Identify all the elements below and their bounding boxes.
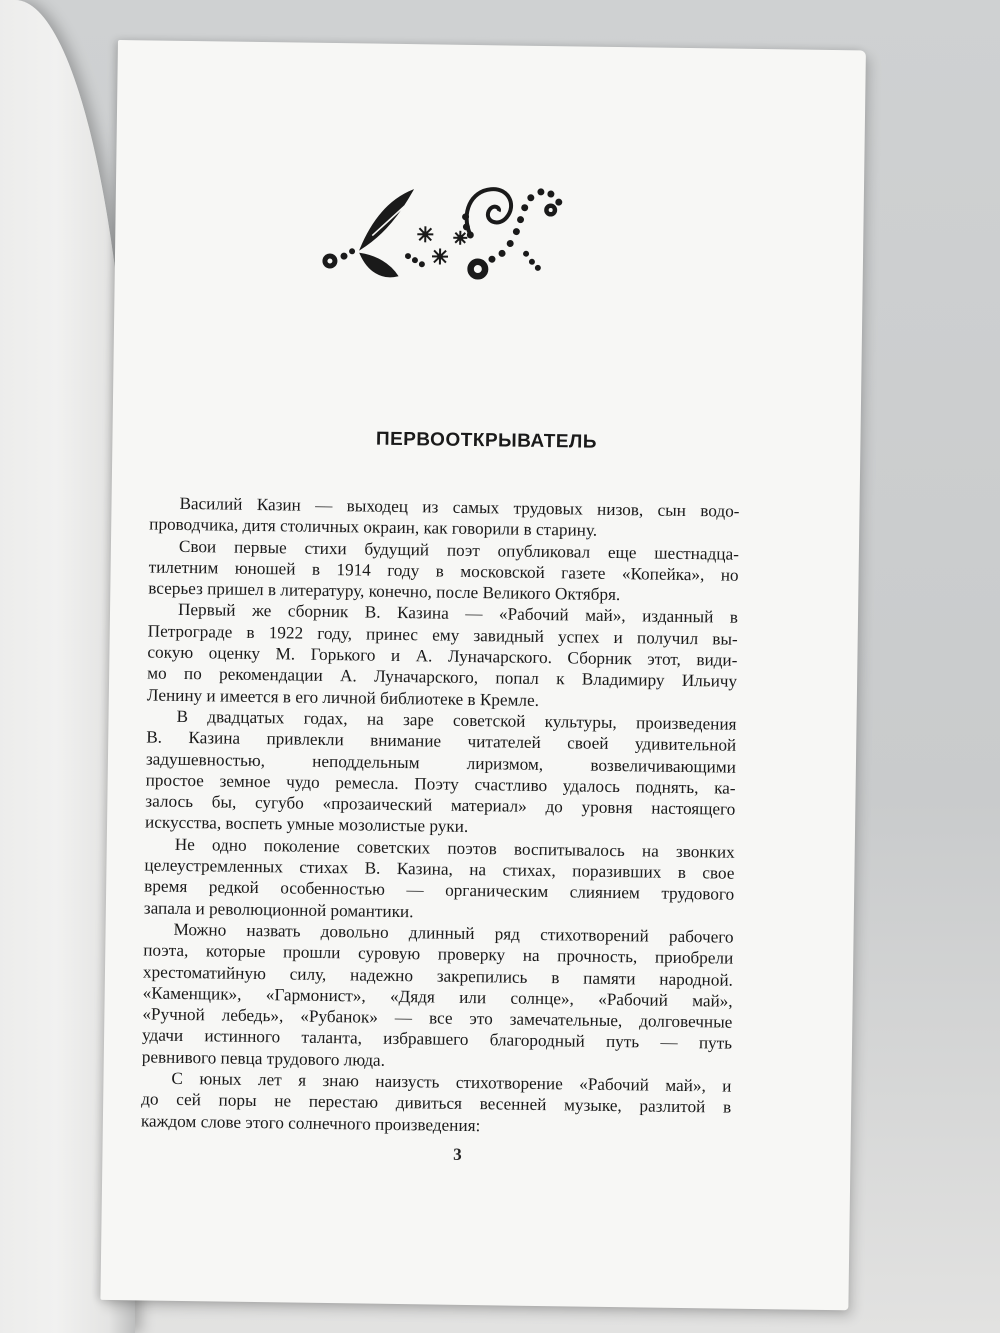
text-line: хрестоматийную силу, надежно закрепились в памяти народной. [142, 961, 734, 990]
text-line: время редкой особенностью — органическим слиянием трудового [144, 876, 735, 905]
text-line: залось бы, сугубо «прозаический материал» до уровня настоящего [145, 791, 736, 819]
text-line: «Ручной лебедь», «Рубанок» — все это замечательные, долговечные [142, 1004, 733, 1032]
text-line: мо по рекомендации А. Луначарского, попал к Владимиру Ильичу [147, 663, 738, 692]
text-line: В. Казина привлекли внимание читателей своей удивительной [146, 727, 737, 755]
text-line: поэта, которые прошли суровую проверку на прочность, приобрели [143, 940, 734, 968]
text-line: Петрограде в 1922 году, принес ему завидный успех и получил вы- [147, 621, 738, 649]
text-line: искусства, воспеть умные мозолистые руки. [144, 812, 469, 837]
text-line: всерьез пришел в литературу, конечно, после Великого Октября. [148, 578, 621, 605]
body-text [141, 492, 740, 1139]
book-page [100, 40, 866, 1310]
text-line: каждом слове этого солнечного произведения: [140, 1111, 481, 1135]
text-line: Можно назвать довольно длинный ряд стихотворений рабочего [173, 919, 734, 947]
text-line: запала и революционной романтики. [143, 898, 414, 921]
text-line: тилетним юношей в 1914 году в московской газете «Копейка», но [148, 557, 739, 585]
text-line: Ленину и имеется в его личной библиотеке в Кремле. [146, 685, 540, 710]
text-line: В двадцатых годах, на заре советской культуры, произведения [176, 706, 737, 734]
text-line: целеустремленных стихах В. Казина, на стихах, поразивших в свое [144, 855, 735, 883]
text-line: Первый же сборник В. Казина — «Рабочий май», изданный в [177, 600, 739, 628]
text-line: С юных лет я знаю наизусть стихотворение «Рабочий май», и [171, 1068, 732, 1096]
chapter-title: ПЕРВООТКРЫВАТЕЛЬ [375, 428, 598, 453]
text-line: до сей поры не перестаю дивиться весенней музыке, разлитой в [141, 1089, 732, 1117]
page-number: 3 [453, 1144, 462, 1164]
text-line: ревнивого певца трудового люда. [141, 1047, 386, 1070]
text-line: Василий Казин — выходец из самых трудовых низов, сын водо- [179, 493, 740, 521]
text-line: проводчика, дитя столичных окраин, как говорили в старину. [149, 514, 598, 541]
text-line: удачи истинного таланта, избравшего благородный путь — путь [141, 1025, 733, 1054]
text-line: задушевностью, неподдельным лиризмом, возвеличивающими [145, 749, 737, 777]
text-line: «Каменщик», «Гармонист», «Дядя или солнце», «Рабочий май», [142, 983, 733, 1011]
decorative-ornament [320, 171, 567, 284]
text-line: Свои первые стихи будущий поэт опубликовал еще шестнадца- [178, 536, 740, 564]
text-line: сокую оценку М. Горького и А. Луначарского. Сборник этот, види- [147, 642, 738, 670]
text-line: простое земное чудо ремесла. Поэту счастливо удалось поднять, ка- [145, 770, 736, 798]
text-line: Не одно поколение советских поэтов воспитывалось на звонких [174, 834, 735, 862]
